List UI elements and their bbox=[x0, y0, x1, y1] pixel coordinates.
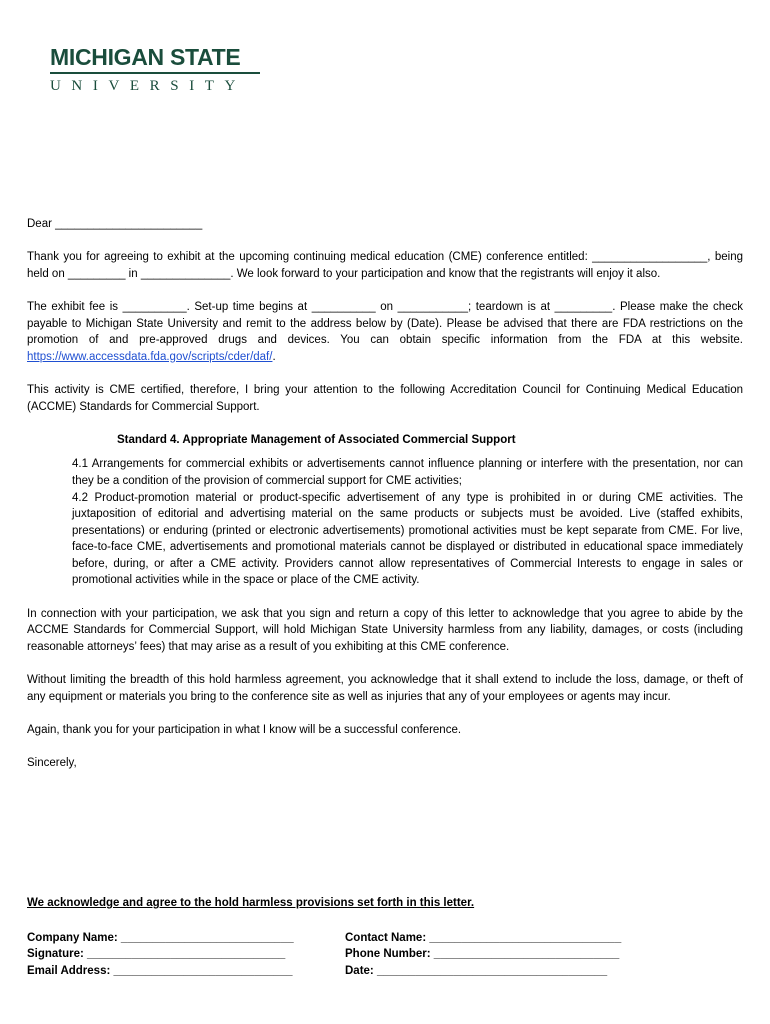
standard-list bbox=[72, 456, 743, 589]
fda-link[interactable]: https://www.accessdata.fda.gov/scripts/cder/daf/ bbox=[27, 350, 273, 363]
standard-title: Standard 4. Appropriate Management of Associated Commercial Support bbox=[117, 433, 516, 446]
paragraph-participation: In connection with your participation, we ask that you sign and return a copy of this letter to acknowledge that you agree to abide by the ACCME Standards for Commercial Support, will hold Michigan State University harmless from any liability, damages, or costs (including reasonable attorneys’ fees) that may arise as a result of you exhibiting at this CME conference. bbox=[27, 607, 743, 653]
logo-line-2: UNIVERSITY bbox=[50, 78, 246, 94]
paragraph-fee-text: The exhibit fee is __________. Set-up time begins at __________ on ___________; teardown is at _________. Please make the check payable to Michigan State University and remit to the address below by (Date). Please be advised that there are FDA restrictions on the promotion of and pre-approved drugs and devices. You can obtain specific information from the FDA at this website. bbox=[27, 300, 743, 347]
paragraph-fee bbox=[27, 299, 743, 365]
logo-rule bbox=[50, 72, 260, 74]
date-field[interactable]: Date: ____________________________________ bbox=[345, 964, 608, 977]
signature-field[interactable]: Signature: _______________________________ bbox=[27, 948, 286, 961]
fields-left bbox=[27, 930, 294, 979]
standard-4-2: 4.2 Product-promotion material or product-specific advertisement of any type is prohibited in or during CME activities. The juxtaposition of editorial and advertising material on the same products or subjects must be avoided. Live (staffed exhibits, presentations) or enduring (printed or electronic advertisements) promotional activities must be kept separate from CME. For live, face-to-face CME, advertisements and promotional materials cannot be displayed or distributed in educational space immediately before, during, or after a CME activity. Providers cannot allow representatives of Commercial Interests to engage in sales or promotional activities while in the space or place of the CME activity. bbox=[72, 491, 743, 587]
logo-line-1: MICHIGAN STATE bbox=[50, 44, 241, 70]
msu-logo bbox=[50, 44, 262, 94]
salutation: Dear _______________________ bbox=[27, 218, 203, 230]
closing: Sincerely, bbox=[27, 757, 77, 769]
fields-right bbox=[345, 930, 621, 979]
paragraph-hold-harmless: Without limiting the breadth of this hold harmless agreement, you acknowledge that it shall extend to include the loss, damage, or theft of any equipment or materials you bring to the conference site as well as injuries that any of your employees or agents may incur. bbox=[27, 674, 743, 703]
paragraph-thanks: Again, thank you for your participation in what I know will be a successful conference. bbox=[27, 723, 462, 736]
paragraph-intro: Thank you for agreeing to exhibit at the upcoming continuing medical education (CME) conference entitled: __________________, being held on _________ in ______________. We look forward to your participation and know that the registrants will enjoy it also. bbox=[27, 251, 743, 280]
letter-body bbox=[27, 216, 743, 788]
paragraph-fee-end: . bbox=[272, 350, 276, 363]
company-name-field[interactable]: Company Name: ___________________________ bbox=[27, 932, 294, 944]
paragraph-cme: This activity is CME certified, therefore, I bring your attention to the following Accreditation Council for Continuing Medical Education (ACCME) Standards for Commercial Support. bbox=[27, 383, 743, 413]
email-address-field[interactable]: Email Address: ____________________________ bbox=[27, 964, 293, 977]
phone-number-field[interactable]: Phone Number: _____________________________ bbox=[345, 948, 620, 961]
acknowledgement-heading: We acknowledge and agree to the hold harmless provisions set forth in this letter. bbox=[27, 897, 475, 909]
contact-name-field[interactable]: Contact Name: ______________________________ bbox=[345, 932, 622, 944]
standard-4-1: 4.1 Arrangements for commercial exhibits or advertisements cannot influence planning or interfere with the presentation, nor can they be a condition of the provision of commercial support for CME activities; bbox=[72, 458, 743, 487]
